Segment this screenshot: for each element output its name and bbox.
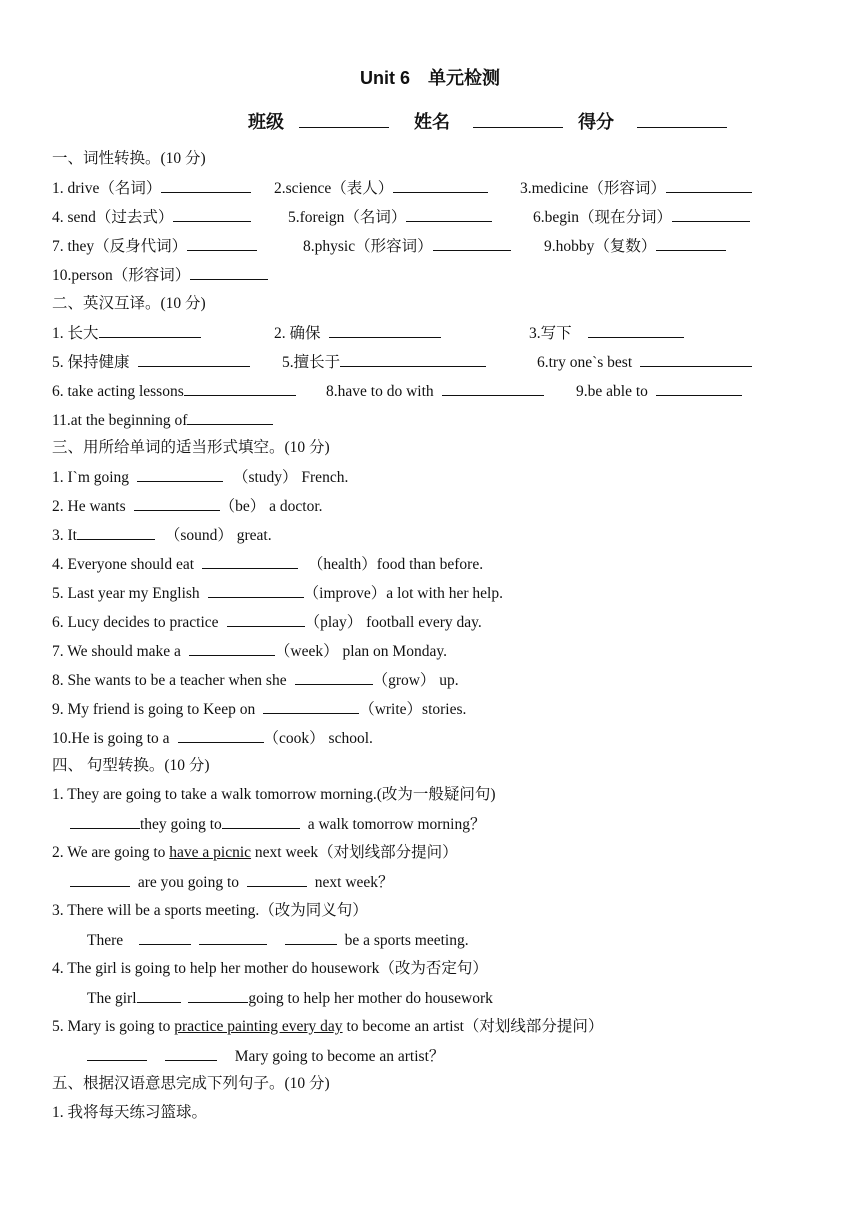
question: 1. drive（名词） [52,178,251,199]
question: 6.try one`s best [537,352,752,373]
question: 10.He is going to a （cook） school. [52,730,373,747]
answer-blank[interactable] [190,265,268,280]
question: 3.写下 [529,323,684,344]
section-heading: 四、 句型转换。(10 分) [52,757,210,774]
question: 4. Everyone should eat （health）food than before. [52,556,484,573]
answer-blank[interactable] [87,1046,147,1061]
question: 9.hobby（复数） [544,236,726,257]
answer-blank[interactable] [285,930,337,945]
underlined-phrase: have a picnic [169,844,252,861]
question: 7. We should make a （week） plan on Monday. [52,643,447,660]
answer-blank[interactable] [187,410,273,425]
answer-blank[interactable] [178,728,264,743]
question: 2. 确保 [274,323,441,344]
answer-blank[interactable] [70,872,130,887]
question: 1. 我将每天练习篮球。 [52,1104,208,1121]
answer-blank[interactable] [640,352,752,367]
answer-blank[interactable] [161,178,251,193]
answer-blank[interactable] [187,236,257,251]
question: 5. 保持健康 [52,352,250,373]
class-blank[interactable] [299,111,389,128]
answer-blank[interactable] [433,236,511,251]
answer-blank[interactable] [222,814,300,829]
question: 3. It （sound） great. [52,527,272,544]
question: 4. send（过去式） [52,207,251,228]
answer-blank[interactable] [139,930,191,945]
answer-blank[interactable] [188,988,248,1003]
answer-blank[interactable] [77,525,155,540]
answer-blank[interactable] [666,178,752,193]
answer-blank[interactable] [656,236,726,251]
question: 8.have to do with [326,381,544,402]
section-heading: 五、根据汉语意思完成下列句子。(10 分) [52,1075,330,1092]
question: 9.be able to [576,381,742,402]
answer-blank[interactable] [134,496,220,511]
answer-blank[interactable] [406,207,492,222]
answer-blank[interactable] [189,641,275,656]
question: 8. She wants to be a teacher when she （grow） up. [52,672,459,689]
answer-blank[interactable] [656,381,742,396]
student-info-line [248,108,727,134]
question: 3.medicine（形容词） [520,178,752,199]
question: 3. There will be a sports meeting.（改为同义句） [52,902,368,919]
question: 8.physic（形容词） [303,236,511,257]
question: 1. I`m going （study） French. [52,469,349,486]
answer-blank[interactable] [202,554,298,569]
question: 5. Last year my English （improve）a lot with her help. [52,585,503,602]
answer-line: The girl going to help her mother do housework [87,990,493,1007]
answer-blank[interactable] [393,178,488,193]
answer-blank[interactable] [672,207,750,222]
answer-blank[interactable] [263,699,359,714]
answer-blank[interactable] [70,814,140,829]
answer-line: are you going to next week？ [70,872,394,893]
name-blank[interactable] [473,111,563,128]
page-title: Unit 6 单元检测 [359,68,500,88]
class-label: 班级 [248,112,284,132]
answer-blank[interactable] [137,988,181,1003]
question: 6.begin（现在分词） [533,207,750,228]
section-heading: 二、英汉互译。(10 分) [52,295,206,312]
answer-blank[interactable] [138,352,250,367]
question: 1. They are going to take a walk tomorrow morning.(改为一般疑问句) [52,786,496,803]
question: 11.at the beginning of [52,410,273,431]
answer-blank[interactable] [588,323,684,338]
question: 6. Lucy decides to practice （play） football every day. [52,614,482,631]
answer-blank[interactable] [184,381,296,396]
question: 10.person（形容词） [52,265,268,286]
answer-blank[interactable] [247,872,307,887]
question: 4. The girl is going to help her mother do housework（改为否定句） [52,960,488,977]
answer-blank[interactable] [99,323,201,338]
name-label: 姓名 [414,112,451,132]
answer-blank[interactable] [329,323,441,338]
answer-blank[interactable] [227,612,305,627]
score-blank[interactable] [637,111,727,128]
answer-blank[interactable] [173,207,251,222]
answer-blank[interactable] [137,467,223,482]
question: 2. We are going to have a picnic next week（对划线部分提问） [52,844,458,861]
answer-blank[interactable] [340,352,486,367]
underlined-phrase: practice painting every day [174,1018,343,1035]
answer-line: Mary going to become an artist？ [87,1046,444,1067]
answer-blank[interactable] [208,583,304,598]
section-heading: 一、词性转换。(10 分) [52,150,206,167]
answer-blank[interactable] [199,930,267,945]
answer-blank[interactable] [165,1046,217,1061]
question: 5. Mary is going to practice painting every day to become an artist（对划线部分提问） [52,1018,604,1035]
answer-blank[interactable] [442,381,544,396]
question: 7. they（反身代词） [52,236,257,257]
question: 6. take acting lessons [52,381,296,402]
answer-line: they going to a walk tomorrow morning？ [70,814,485,835]
question: 2. He wants （be） a doctor. [52,498,323,515]
question: 9. My friend is going to Keep on （write）stories. [52,701,467,718]
question: 2.science（表人） [274,178,488,199]
question: 5.foreign（名词） [288,207,492,228]
question: 5.擅长于 [282,352,486,373]
question: 1. 长大 [52,323,201,344]
answer-blank[interactable] [295,670,373,685]
score-label: 得分 [578,112,615,132]
section-heading: 三、用所给单词的适当形式填空。(10 分) [52,439,330,456]
answer-line: There be a sports meeting. [87,932,469,949]
